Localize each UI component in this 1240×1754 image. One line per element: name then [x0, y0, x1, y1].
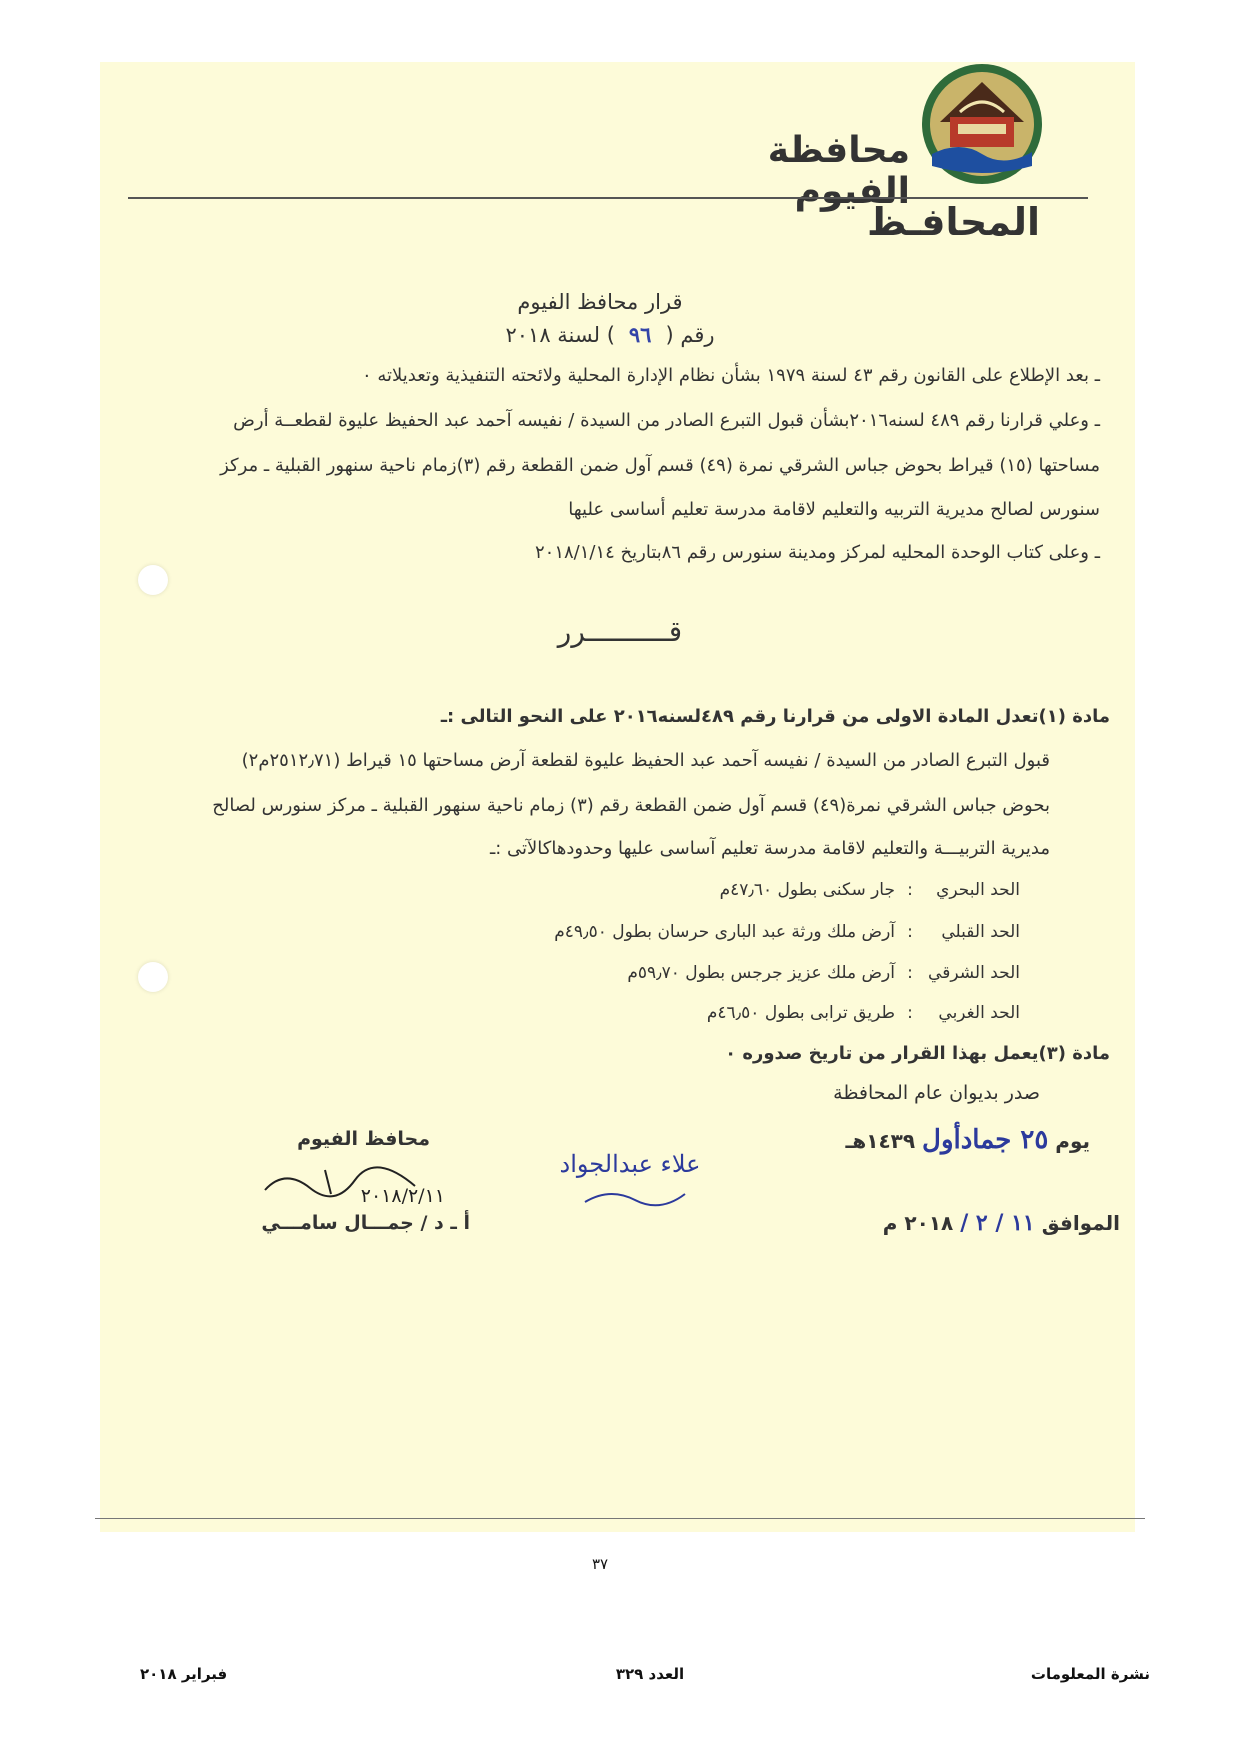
issued-at: صدر بديوان عام المحافظة — [833, 1082, 1040, 1104]
footer-rule — [95, 1518, 1145, 1519]
signatory-title: محافظ الفيوم — [297, 1128, 430, 1150]
hijri-suffix: ١٤٣٩هـ — [845, 1129, 916, 1153]
hijri-handwritten: ٢٥ جمادأول — [922, 1125, 1049, 1155]
decree-heading: قــــــــــرر — [557, 615, 683, 648]
greg-prefix: الموافق — [1041, 1211, 1120, 1235]
boundary-row: الحد الشرقي:آرض ملك عزيز جرجس بطول ٥٩٫٧٠م — [627, 963, 1020, 983]
preamble-line: مساحتها (١٥) قيراط بحوض جباس الشرقي نمرة (٤٩) قسم آول ضمن القطعة رقم (٣)زمام ناحية سنهور القبلية ـ مركز — [220, 455, 1100, 476]
punch-hole — [138, 565, 168, 595]
hijri-date — [840, 1125, 1090, 1155]
boundary-row: الحد القبلي:آرض ملك ورثة عبد البارى حرسان بطول ٤٩٫٥٠م — [554, 922, 1020, 942]
preamble-line: ـ وعلي قرارنا رقم ٤٨٩ لسنه٢٠١٦بشأن قبول التبرع الصادر من السيدة / نفيسه آحمد عبد الحفيظ عليوة لقطعــة أرض — [233, 410, 1100, 431]
article-3: مادة (٣)يعمل بهذا القرار من تاريخ صدوره ٠ — [725, 1043, 1110, 1064]
boundary-value: طريق ترابى بطول ٤٦٫٥٠م — [706, 1003, 895, 1023]
footer-publication: نشرة المعلومات — [1030, 1665, 1150, 1683]
signature-date-handwritten: ٢٠١٨/٢/١١ — [360, 1185, 445, 1207]
header-rule — [128, 197, 1088, 199]
decision-number — [440, 322, 780, 347]
article-1-intro: مادة (١)تعدل المادة الاولى من قرارنا رقم ٤٨٩لسنه٢٠١٦ على النحو التالى :ـ — [440, 706, 1110, 727]
signatory-name: أ ـ د / جمـــال سامـــي — [261, 1212, 470, 1234]
boundary-label: الحد الغربي — [938, 1003, 1020, 1023]
gregorian-date — [860, 1210, 1120, 1236]
article-1-line: مديرية التربيـــة والتعليم لاقامة مدرسة تعليم آساسى عليها وحدودهاكالآتى :ـ — [489, 838, 1050, 859]
hijri-prefix: يوم — [1055, 1129, 1090, 1153]
boundary-row: الحد البحري:جار سكنى بطول ٤٧٫٦٠م — [719, 880, 1020, 900]
decision-title: قرار محافظ الفيوم — [517, 290, 683, 314]
article-1-line: قبول التبرع الصادر من السيدة / نفيسه آحمد عبد الحفيظ عليوة لقطعة آرض مساحتها ١٥ قيراط (٢٥١٢٫٧١م٢) — [241, 750, 1050, 771]
decision-number-suffix: ) لسنة ٢٠١٨ — [505, 323, 615, 347]
footer-issue-number: العدد ٣٢٩ — [615, 1665, 685, 1683]
greg-suffix: ٢٠١٨ م — [882, 1211, 954, 1235]
decision-number-handwritten: ٩٦ — [628, 322, 652, 347]
boundary-label: الحد البحري — [936, 880, 1020, 900]
preamble-line: ـ بعد الإطلاع على القانون رقم ٤٣ لسنة ١٩٧٩ بشأن نظام الإدارة المحلية ولائحته التنفيذية وتعديلاته ٠ — [362, 365, 1100, 386]
greg-handwritten: ١١ / ٢ / — [960, 1210, 1035, 1236]
page-number: ٣٧ — [591, 1555, 609, 1573]
preamble-line: سنورس لصالح مديرية التربيه والتعليم لاقامة مدرسة تعليم أساسى عليها — [568, 499, 1100, 520]
boundary-value: آرض ملك ورثة عبد البارى حرسان بطول ٤٩٫٥٠م — [554, 922, 895, 942]
article-1-line: بحوض جباس الشرقي نمرة(٤٩) قسم آول ضمن القطعة رقم (٣) زمام ناحية سنهور القبلية ـ مركز سنورس لصالح — [212, 795, 1050, 816]
decision-number-prefix: رقم ( — [665, 323, 715, 347]
boundary-row: الحد الغربي:طريق ترابى بطول ٤٦٫٥٠م — [706, 1003, 1020, 1023]
boundary-value: جار سكنى بطول ٤٧٫٦٠م — [719, 880, 895, 900]
preamble-line: ـ وعلى كتاب الوحدة المحليه لمركز ومدينة سنورس رقم ٨٦بتاريخ ٢٠١٨/١/١٤ — [534, 542, 1100, 563]
boundary-label: الحد الشرقي — [928, 963, 1020, 983]
footer-date: فبراير ٢٠١٨ — [140, 1665, 228, 1683]
governorate-name: محافظة الفيوم — [767, 130, 910, 212]
boundary-value: آرض ملك عزيز جرجس بطول ٥٩٫٧٠م — [627, 963, 895, 983]
office-title: المحافـظ — [867, 200, 1040, 244]
governorate-seal-logo — [920, 62, 1044, 186]
boundary-label: الحد القبلي — [941, 922, 1020, 942]
signature-flourish — [580, 1182, 690, 1210]
handwritten-signature: علاء عبدالجواد — [559, 1150, 701, 1178]
punch-hole — [138, 962, 168, 992]
